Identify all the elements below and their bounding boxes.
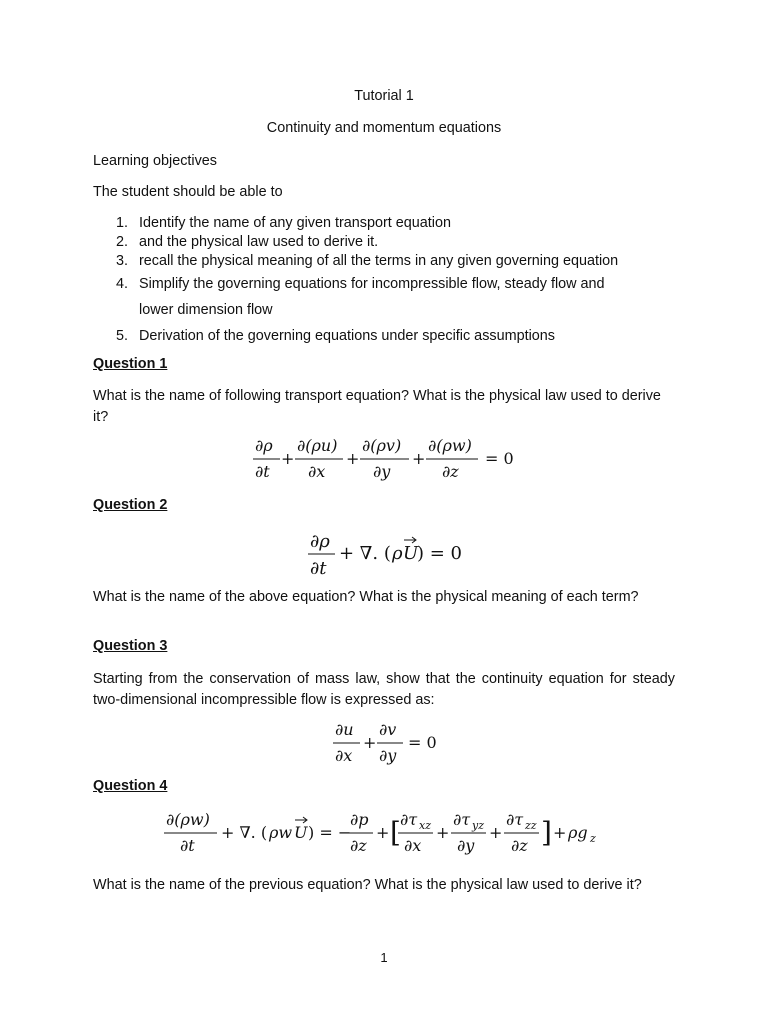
svg-text:+ ∇. (: + ∇. ( bbox=[221, 823, 268, 842]
objective-item: 1. Identify the name of any given transport equation bbox=[116, 215, 451, 231]
svg-text:) = −: ) = − bbox=[308, 823, 352, 842]
question-4-equation bbox=[163, 806, 613, 858]
objective-item: 3. recall the physical meaning of all the terms in any given governing equation bbox=[116, 253, 619, 269]
svg-text:∂τ: ∂τ bbox=[453, 810, 471, 829]
question-2-text: What is the name of the above equation? What is the physical meaning of each term? bbox=[93, 589, 639, 605]
question-3-text: Starting from the conservation of mass law, show that the continuity equation for steady two-dimensional incompressible flow is expressed as: bbox=[93, 671, 675, 708]
svg-text:+: + bbox=[376, 823, 390, 842]
svg-text:yz: yz bbox=[472, 819, 485, 832]
svg-text:∂t: ∂t bbox=[180, 836, 195, 855]
svg-text:∂t: ∂t bbox=[310, 558, 327, 579]
question-1-text: What is the name of following transport equation? What is the physical law used to derive it? bbox=[93, 388, 661, 425]
objectives-list bbox=[93, 214, 693, 349]
svg-text:∂y: ∂y bbox=[457, 836, 475, 855]
svg-text:ρ: ρ bbox=[392, 543, 403, 564]
question-2-equation bbox=[305, 527, 465, 579]
svg-text:∂x: ∂x bbox=[308, 462, 326, 481]
tutorial-title: Tutorial 1 bbox=[354, 88, 414, 104]
svg-text:∂τ: ∂τ bbox=[400, 810, 418, 829]
svg-text:= 0: = 0 bbox=[408, 733, 437, 752]
svg-text:ρw: ρw bbox=[269, 823, 293, 842]
svg-text:+: + bbox=[489, 823, 503, 842]
svg-text:∂(ρw): ∂(ρw) bbox=[166, 810, 210, 829]
svg-text:∂u: ∂u bbox=[335, 720, 354, 739]
svg-text:∂z: ∂z bbox=[511, 836, 528, 855]
svg-text:∂x: ∂x bbox=[335, 746, 353, 765]
svg-text:∂(ρw): ∂(ρw) bbox=[428, 436, 472, 455]
svg-text:∂y: ∂y bbox=[373, 462, 391, 481]
svg-text:∂v: ∂v bbox=[379, 720, 397, 739]
svg-text:xz: xz bbox=[419, 819, 431, 832]
question-3-equation bbox=[330, 716, 450, 768]
svg-text:∂t: ∂t bbox=[255, 462, 270, 481]
page-number: 1 bbox=[380, 950, 388, 965]
objectives-intro: The student should be able to bbox=[93, 184, 283, 200]
svg-text:z: z bbox=[590, 832, 596, 845]
svg-text:+: + bbox=[436, 823, 450, 842]
question-4-title: Question 4 bbox=[93, 778, 168, 794]
svg-text:∂p: ∂p bbox=[350, 810, 369, 829]
svg-text:∂(ρv): ∂(ρv) bbox=[362, 436, 402, 455]
question-1-title: Question 1 bbox=[93, 356, 168, 372]
question-4-text: What is the name of the previous equation? What is the physical law used to derive it? bbox=[93, 877, 642, 893]
objectives-heading: Learning objectives bbox=[93, 153, 217, 169]
svg-text:∂(ρu): ∂(ρu) bbox=[297, 436, 338, 455]
svg-text:+: + bbox=[281, 449, 295, 468]
question-2-title: Question 2 bbox=[93, 497, 168, 513]
svg-text:+: + bbox=[363, 733, 377, 752]
svg-text:∂τ: ∂τ bbox=[506, 810, 524, 829]
svg-text:]: ] bbox=[541, 816, 552, 849]
svg-text:U: U bbox=[403, 543, 419, 564]
svg-text:∂x: ∂x bbox=[404, 836, 422, 855]
svg-text:+: + bbox=[553, 823, 567, 842]
svg-text:∂ρ: ∂ρ bbox=[255, 436, 273, 455]
objective-item: 2. and the physical law used to derive it. bbox=[116, 234, 379, 250]
question-1-equation bbox=[250, 432, 530, 484]
svg-text:∂z: ∂z bbox=[350, 836, 367, 855]
svg-text:∂y: ∂y bbox=[379, 746, 397, 765]
svg-text:+ ∇. (: + ∇. ( bbox=[339, 543, 391, 564]
svg-text:ρg: ρg bbox=[568, 823, 588, 842]
svg-text:= 0: = 0 bbox=[485, 449, 514, 468]
svg-text:∂ρ: ∂ρ bbox=[310, 531, 330, 552]
objective-item: 5. Derivation of the governing equations under specific assumptions bbox=[116, 328, 555, 344]
svg-text:zz: zz bbox=[525, 819, 537, 832]
svg-text:) = 0: ) = 0 bbox=[417, 543, 462, 564]
objective-item: 4. Simplify the governing equations for incompressible flow, steady flow and lower dimension flow bbox=[116, 276, 605, 318]
svg-text:U: U bbox=[294, 823, 308, 842]
question-3-title: Question 3 bbox=[93, 638, 168, 654]
tutorial-subtitle: Continuity and momentum equations bbox=[266, 120, 502, 136]
svg-text:[: [ bbox=[390, 816, 401, 849]
svg-text:+: + bbox=[412, 449, 426, 468]
svg-text:∂z: ∂z bbox=[442, 462, 459, 481]
svg-text:+: + bbox=[346, 449, 360, 468]
